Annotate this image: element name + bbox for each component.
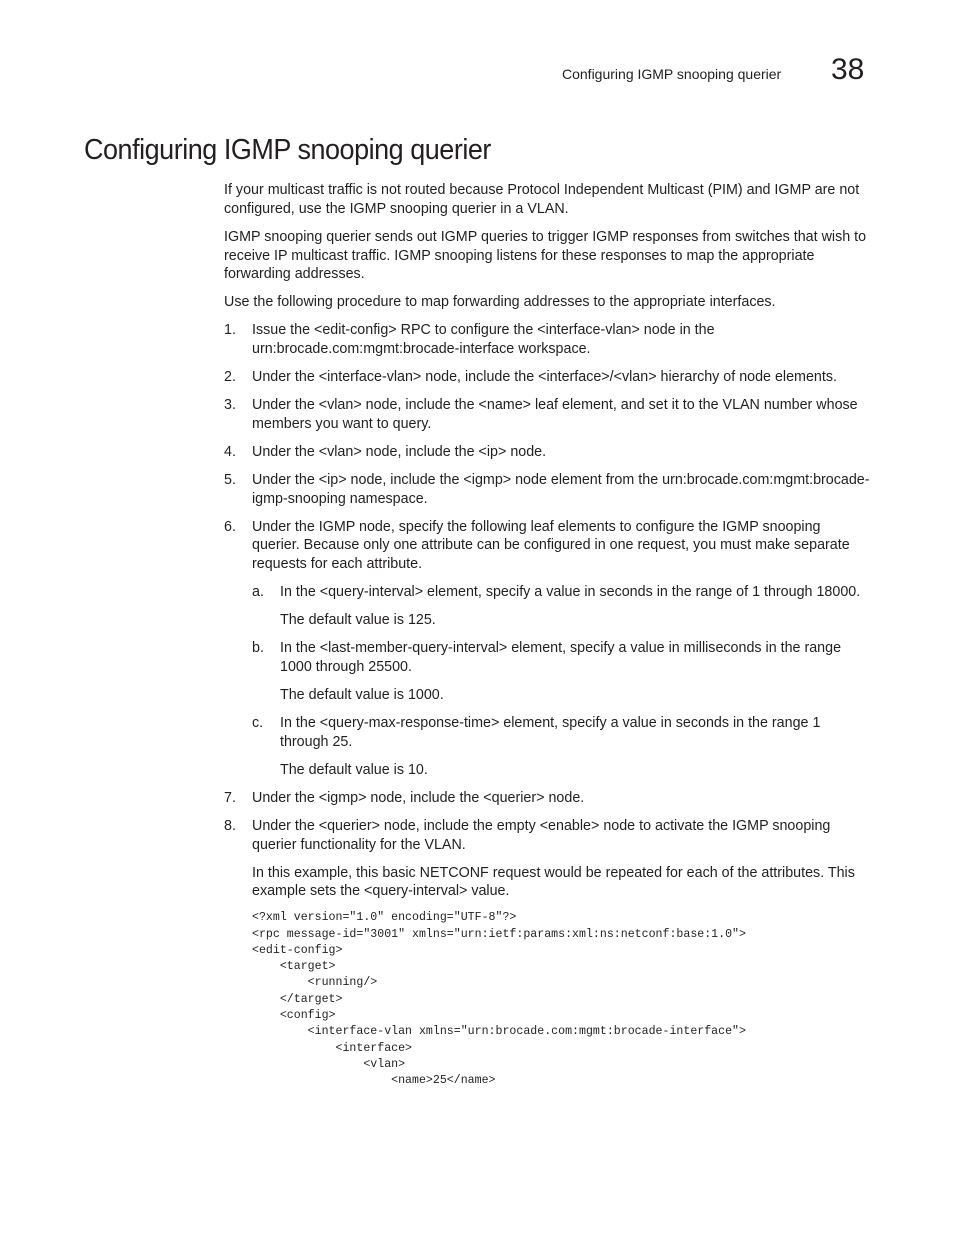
step-number: 8. <box>224 817 236 834</box>
procedure-step <box>224 471 872 509</box>
procedure-step <box>224 396 872 434</box>
page-title: Configuring IGMP snooping querier <box>84 134 491 166</box>
procedure-step <box>224 321 872 359</box>
step-text: Issue the <edit-config> RPC to configure the <interface-vlan> node in the urn:brocade.com:mgmt:brocade-interface workspace. <box>252 322 715 358</box>
sub-step-text: In the <last-member-query-interval> element, specify a value in milliseconds in the range 1000 through 25500. <box>280 640 842 675</box>
step-text: Under the <ip> node, include the <igmp> node element from the urn:brocade.com:mgmt:brocade-igmp-snooping namespace. <box>252 471 870 507</box>
sub-step <box>252 639 872 705</box>
intro-paragraph: IGMP snooping querier sends out IGMP queries to trigger IGMP responses from switches that wish to receive IP multicast traffic. IGMP snooping listens for these responses to map the appropriate forwarding addresses. <box>224 228 867 283</box>
step-number: 1. <box>224 322 236 339</box>
sub-step-letter: a. <box>252 584 264 601</box>
procedure-step <box>224 789 872 808</box>
procedure-step <box>224 817 872 1090</box>
step-text: Under the <interface-vlan> node, include the <interface>/<vlan> hierarchy of node elements. <box>252 369 837 386</box>
default-value-note: The default value is 10. <box>280 761 428 778</box>
running-header-title: Configuring IGMP snooping querier <box>562 66 782 82</box>
sub-step-text: In the <query-max-response-time> element, specify a value in seconds in the range 1 through 25. <box>280 714 821 750</box>
sub-step-letter: c. <box>252 714 264 731</box>
step-number: 6. <box>224 518 236 535</box>
step-number: 4. <box>224 443 236 460</box>
step-number: 3. <box>224 397 236 414</box>
default-value-note: The default value is 1000. <box>280 686 444 703</box>
step-text: Under the <vlan> node, include the <ip> node. <box>252 443 547 460</box>
step-text: Under the <igmp> node, include the <querier> node. <box>252 789 585 806</box>
sub-step-letter: b. <box>252 640 264 657</box>
chapter-number: 38 <box>831 53 865 86</box>
procedure-step <box>224 443 872 462</box>
procedure-step <box>224 368 872 387</box>
intro-paragraph: Use the following procedure to map forwarding addresses to the appropriate interfaces. <box>224 294 776 311</box>
step-text: Under the <querier> node, include the empty <enable> node to activate the IGMP snooping querier functionality for the VLAN. <box>252 817 831 853</box>
step-text: Under the <vlan> node, include the <name> leaf element, and set it to the VLAN number whose members you want to query. <box>252 397 858 432</box>
sub-step <box>252 714 872 780</box>
default-value-note: The default value is 125. <box>280 612 436 629</box>
xml-code-example: <?xml version="1.0" encoding="UTF-8"?> <rpc message-id="3001" xmlns="urn:ietf:params:xml:ns:netconf:base:1.0"> <edit-config> <target> <running/> </target> <config> <interface-vlan xmlns="urn:brocade.com:mgmt:brocade-interface"> <interface> <vlan> <name>25</name> <box>252 911 746 1088</box>
intro-paragraph: If your multicast traffic is not routed because Protocol Independent Multicast (PIM) and IGMP are not configured, use the IGMP snooping querier in a VLAN. <box>224 182 860 217</box>
example-description: In this example, this basic NETCONF request would be repeated for each of the attributes. This example sets the <query-interval> value. <box>252 864 855 900</box>
procedure-step <box>224 518 872 780</box>
step-number: 5. <box>224 471 236 488</box>
step-number: 2. <box>224 369 236 386</box>
step-text: Under the IGMP node, specify the following leaf elements to configure the IGMP snooping querier. Because only one attribute can be configured in one request, you must make separate requests for each attribute. <box>252 518 850 573</box>
main-content <box>224 181 872 1099</box>
sub-step-text: In the <query-interval> element, specify a value in seconds in the range of 1 through 18000. <box>280 584 861 601</box>
step-number: 7. <box>224 789 236 806</box>
sub-step <box>252 583 872 630</box>
